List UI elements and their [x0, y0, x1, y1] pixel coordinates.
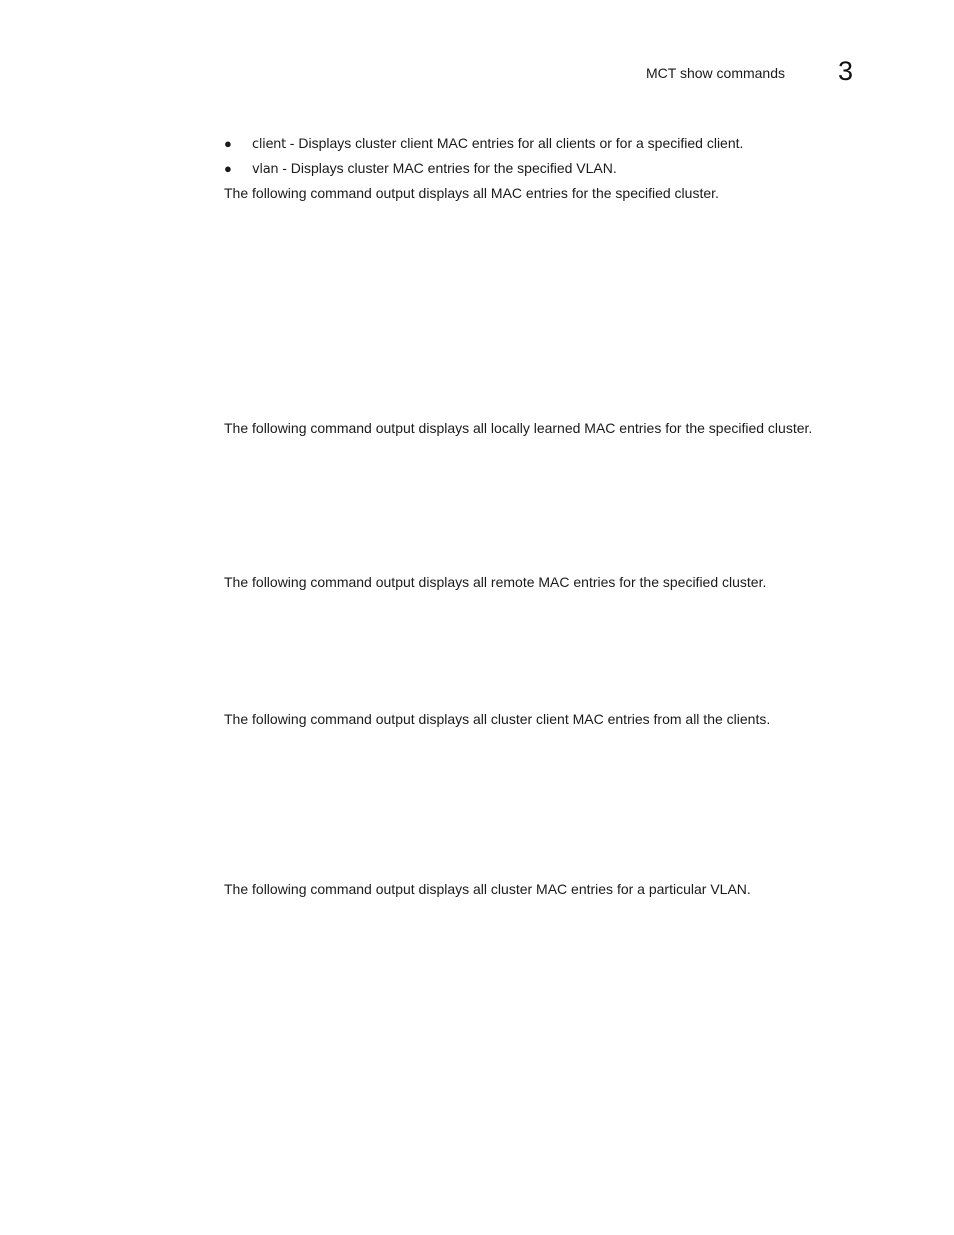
option-term: client — [252, 137, 286, 152]
option-term: vlan — [252, 162, 279, 177]
paragraph: The following command output displays all MAC entries for the specified cluster. — [224, 185, 719, 201]
option-description: - Displays cluster client MAC entries for all clients or for a specified client. — [285, 135, 744, 151]
paragraph: The following command output displays all cluster client MAC entries from all the clients. — [224, 711, 771, 727]
paragraph: The following command output displays all cluster MAC entries for a particular VLAN. — [224, 881, 751, 897]
bullet-icon: ● — [224, 136, 232, 151]
list-item — [224, 135, 743, 152]
bullet-icon: ● — [224, 161, 232, 176]
list-item — [224, 160, 617, 177]
section-title: MCT show commands — [646, 65, 786, 81]
chapter-number: 3 — [838, 56, 854, 86]
option-description: - Displays cluster MAC entries for the specified VLAN. — [278, 160, 617, 176]
paragraph: The following command output displays all remote MAC entries for the specified cluster. — [224, 574, 767, 590]
paragraph: The following command output displays all locally learned MAC entries for the specified cluster. — [224, 420, 813, 436]
